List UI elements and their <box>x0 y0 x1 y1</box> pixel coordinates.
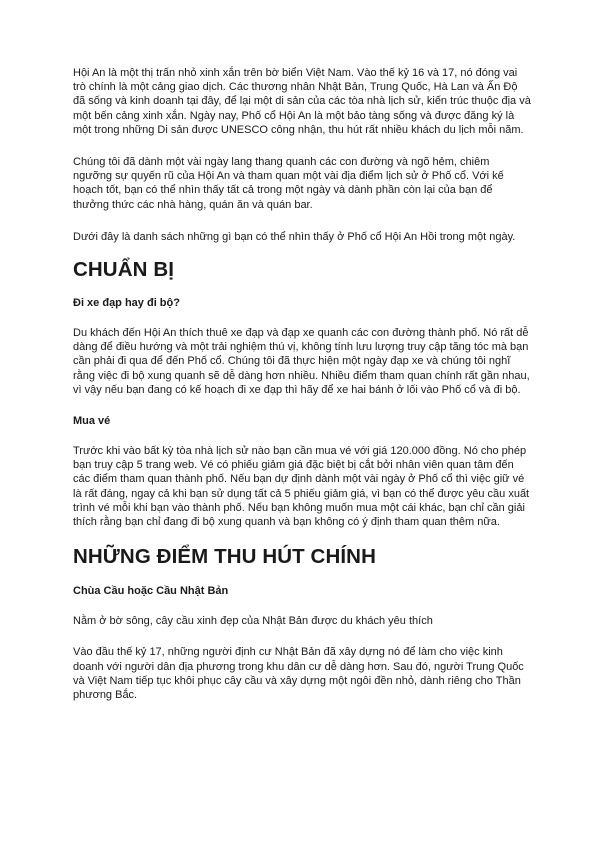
section-heading-preparation: CHUẨN BỊ <box>73 258 175 282</box>
subheading-bike-or-walk: Đi xe đạp hay đi bộ? <box>73 297 180 310</box>
bike-paragraph: Du khách đến Hội An thích thuê xe đạp và đạp xe quanh các con đường thành phố. Nó rất dễ dàng để điều hướng và một trải nghiệm thú vị, không tính lưu lượng truy cập tăng tóc mà bạn cần phải đi qua để đến Phố cổ. Chúng tôi đã thực hiện một ngày đạp xe và chúng tôi nghĩ rằng việc đi bộ xung quanh sẽ dễ dàng hơn nhiều. Nhiều điểm tham quan chính rất gần nhau, vì vậy nếu bạn đang có kế hoạch đi xe đạp thì hãy để xe hai bánh ở lối vào Phố cổ và đi bộ. <box>73 327 530 396</box>
subheading-japanese-bridge: Chùa Cầu hoặc Cầu Nhật Bản <box>73 585 229 598</box>
intro-paragraph: Chúng tôi đã dành một vài ngày lang thang quanh các con đường và ngõ hẻm, chiêm ngưỡng sự quyến rũ của Hội An và tham quan một vài địa điểm lịch sử ở Phố cổ. Với kế hoạch tốt, bạn có thể nhìn thấy tất cả trong một ngày và dành phần còn lại của bạn để thưởng thức các nhà hàng, quán ăn và quán bar. <box>73 156 504 211</box>
ticket-paragraph: Trước khi vào bất kỳ tòa nhà lịch sử nào bạn cần mua vé với giá 120.000 đồng. Nó cho phép bạn truy cập 5 trang web. Vé có phiếu giảm giá đặc biệt bị cắt bởi nhân viên quan tâm đến các điểm tham quan thành phố. Nếu bạn dự định dành một vài ngày ở Phố cổ thì việc giữ vé là rất đáng, ngay cả khi bạn sử dụng tất cả 5 phiếu giảm giá, vì bạn có thể được yêu cầu xuất trình vé mỗi khi bạn vào thành phố. Nếu bạn không muốn mua một cái khác, bạn chỉ cần giải thích rằng bạn chỉ đang đi bộ xung quanh và bạn không có ý định tham quan thêm nữa. <box>73 445 530 529</box>
document-body <box>73 66 531 702</box>
bridge-paragraph: Vào đầu thế kỷ 17, những người định cư Nhật Bản đã xây dựng nó để làm cho việc kinh doanh với người dân địa phương trong khu dân cư dễ dàng hơn. Sau đó, người Trung Quốc và Việt Nam tiếp tục khôi phục cây cầu và xây dựng một ngôi đền nhỏ, dành riêng cho Thần phương Bắc. <box>73 646 524 702</box>
intro-paragraph: Dưới đây là danh sách những gì bạn có thể nhìn thấy ở Phố cổ Hội An Hồi trong một ngày. <box>73 230 516 243</box>
subheading-buy-ticket: Mua vé <box>73 415 111 428</box>
section-heading-main-attractions: NHỮNG ĐIỂM THU HÚT CHÍNH <box>73 545 376 569</box>
bridge-paragraph: Nằm ở bờ sông, cây cầu xinh đẹp của Nhật Bản được du khách yêu thích <box>73 615 433 628</box>
intro-paragraph: Hội An là một thị trấn nhỏ xinh xắn trên bờ biển Việt Nam. Vào thế kỷ 16 và 17, nó đóng vai trò chính là một cảng giao dịch. Các thương nhân Nhật Bản, Trung Quốc, Hà Lan và Ấn Độ đã sống và kinh doanh tại đây, để lại một di sản của các tòa nhà lịch sử, kiến trúc thuộc địa và một bến cảng xinh xắn. Ngày nay, Phố cổ Hội An là một bảo tàng sống và được đăng ký là một trong những Di sản được UNESCO công nhận, thu hút rất nhiều khách du lịch mỗi năm. <box>73 67 531 136</box>
